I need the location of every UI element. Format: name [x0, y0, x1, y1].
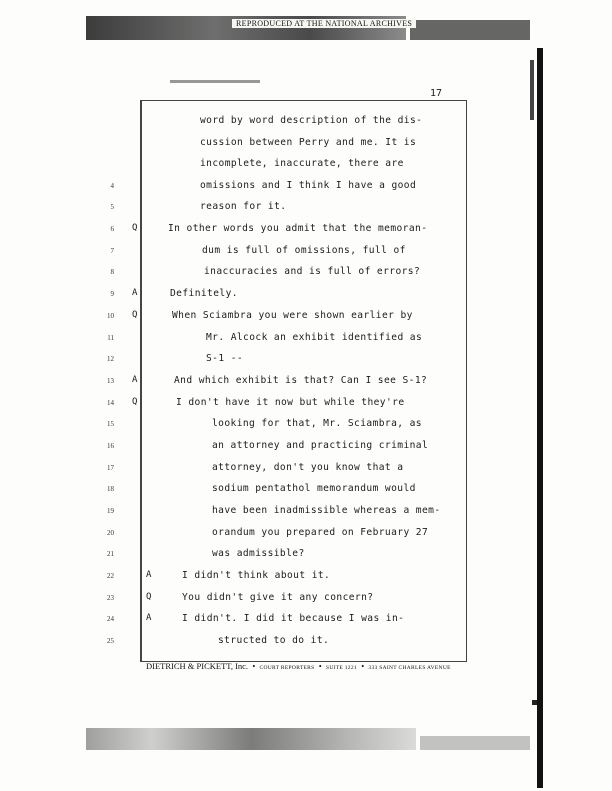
scan-artifact-bottom: [86, 728, 416, 750]
line-number: 8: [110, 268, 114, 276]
speaker-label: Q: [132, 397, 138, 407]
transcript-line: sodium pentathol memorandum would: [212, 483, 416, 494]
line-number: 10: [107, 312, 114, 320]
transcript-line: attorney, don't you know that a: [212, 462, 404, 473]
line-number: 18: [107, 485, 114, 493]
transcript-line: I didn't think about it.: [182, 570, 331, 581]
transcript-line: And which exhibit is that? Can I see S-1?: [174, 375, 428, 386]
transcript-line: an attorney and practicing criminal: [212, 440, 429, 451]
firm-name: DIETRICH & PICKETT, Inc.: [146, 661, 249, 671]
transcript-line: In other words you admit that the memoran-: [168, 223, 428, 234]
transcript-line: was admissible?: [212, 548, 305, 559]
transcript-line: cussion between Perry and me. It is: [200, 137, 417, 148]
speaker-label: Q: [146, 592, 152, 602]
firm-address: 333 SAINT CHARLES AVENUE: [368, 665, 451, 671]
speaker-label: A: [146, 570, 152, 580]
firm-service: COURT REPORTERS: [259, 665, 315, 671]
transcript-line: dum is full of omissions, full of: [202, 245, 406, 256]
transcript-line: omissions and I think I have a good: [200, 180, 417, 191]
scan-edge-right: [537, 48, 543, 788]
transcript-line: Definitely.: [170, 288, 238, 299]
line-number: 12: [107, 355, 114, 363]
scan-smudge: [170, 80, 260, 83]
archive-stamp: REPRODUCED AT THE NATIONAL ARCHIVES: [232, 19, 416, 28]
line-number: 5: [110, 203, 114, 211]
transcript-line: word by word description of the dis-: [200, 115, 423, 126]
line-number: 19: [107, 507, 114, 515]
transcript-line: You didn't give it any concern?: [182, 592, 374, 603]
line-number: 22: [107, 572, 114, 580]
line-number: 14: [107, 399, 114, 407]
line-number: 11: [107, 334, 114, 342]
transcript-line: incomplete, inaccurate, there are: [200, 158, 404, 169]
page-number: 17: [430, 88, 443, 99]
line-number: 20: [107, 529, 114, 537]
speaker-label: A: [132, 288, 138, 298]
transcript-line: Mr. Alcock an exhibit identified as: [206, 332, 423, 343]
speaker-label: Q: [132, 310, 138, 320]
speaker-label: A: [146, 613, 152, 623]
scan-mark: [532, 700, 537, 705]
transcript-line: orandum you prepared on February 27: [212, 527, 429, 538]
line-number: 24: [107, 615, 114, 623]
scan-artifact-top-right: [410, 20, 530, 40]
transcript-line: S-1 --: [206, 353, 244, 364]
line-number: 6: [110, 225, 114, 233]
transcript-line: inaccuracies and is full of errors?: [204, 266, 421, 277]
transcript-line: structed to do it.: [218, 635, 330, 646]
transcript-line: I don't have it now but while they're: [176, 397, 405, 408]
transcript-line: looking for that, Mr. Sciambra, as: [212, 418, 422, 429]
footer: DIETRICH & PICKETT, Inc. • COURT REPORTERS • SUITE 1221 • 333 SAINT CHARLES AVENUE: [146, 661, 451, 671]
scan-edge-right-inner: [530, 60, 534, 120]
speaker-label: Q: [132, 223, 138, 233]
line-number: 13: [107, 377, 114, 385]
line-number: 17: [107, 464, 114, 472]
transcript-line: reason for it.: [200, 201, 287, 212]
transcript-line: have been inadmissible whereas a mem-: [212, 505, 441, 516]
transcript-line: I didn't. I did it because I was in-: [182, 613, 405, 624]
line-number: 25: [107, 637, 114, 645]
speaker-label: A: [132, 375, 138, 385]
line-number: 9: [110, 290, 114, 298]
line-number: 15: [107, 420, 114, 428]
firm-suite: SUITE 1221: [325, 665, 357, 671]
line-number: 7: [110, 247, 114, 255]
transcript-line: When Sciambra you were shown earlier by: [172, 310, 413, 321]
scan-artifact-bottom-right: [420, 736, 530, 750]
line-number: 16: [107, 442, 114, 450]
line-number: 23: [107, 594, 114, 602]
line-number: 4: [110, 182, 114, 190]
line-number: 21: [107, 550, 114, 558]
